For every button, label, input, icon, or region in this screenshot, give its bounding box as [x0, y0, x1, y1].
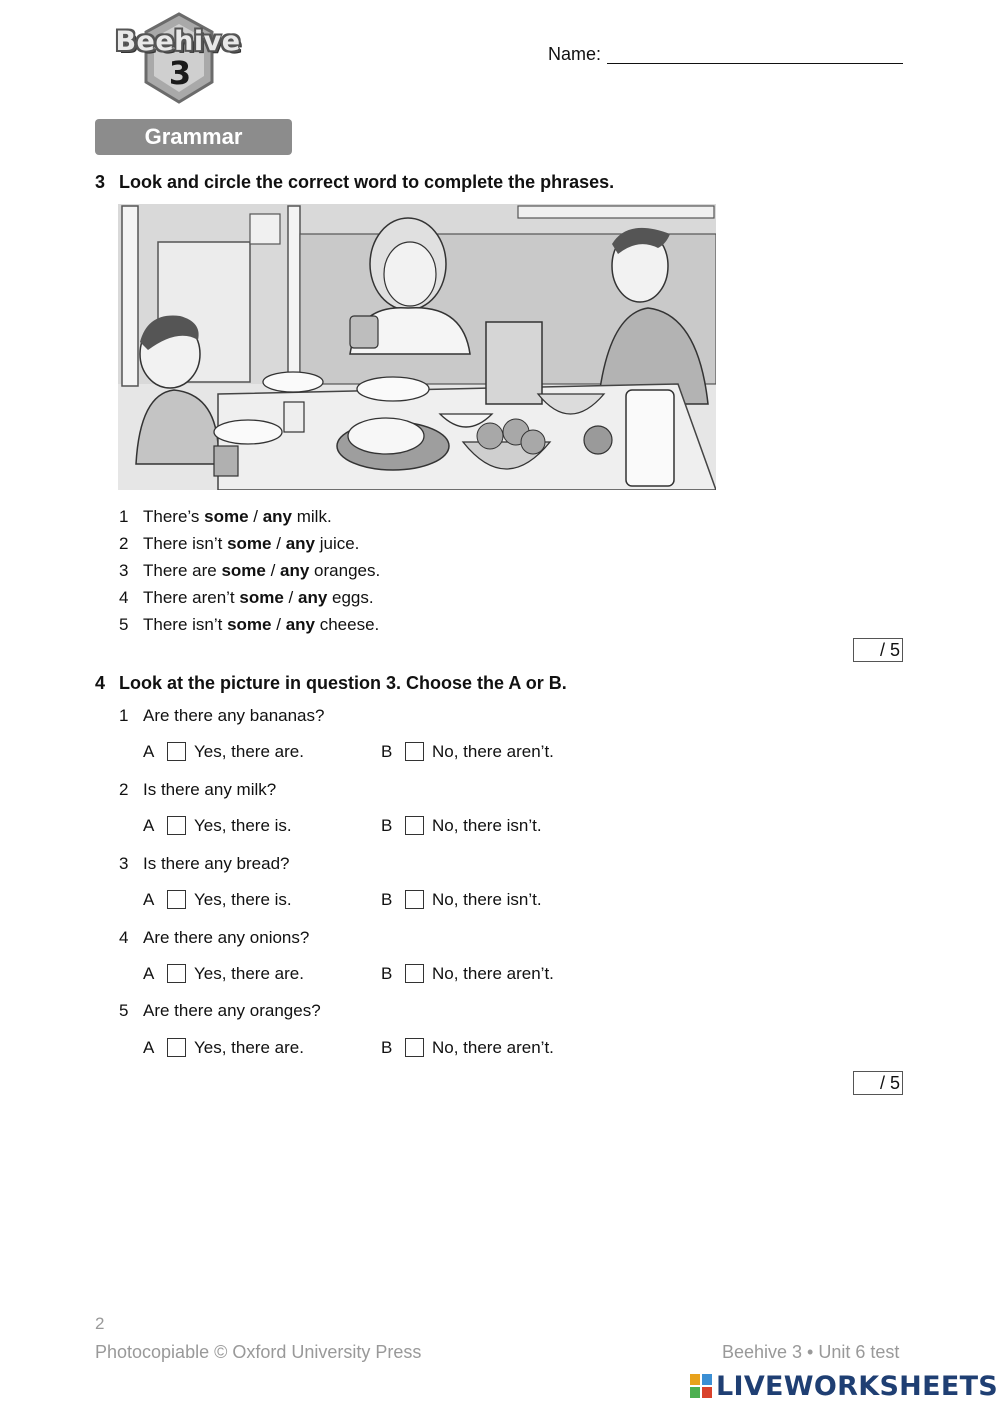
item-text-pre: There isn’t	[143, 615, 228, 634]
option-some[interactable]: some	[239, 588, 284, 607]
name-label: Name:	[548, 44, 602, 64]
option-some[interactable]: some	[204, 507, 249, 526]
item-text-post: milk.	[292, 507, 332, 526]
answer-checkbox[interactable]	[167, 890, 186, 909]
q4-1-option-a[interactable]	[143, 742, 304, 762]
q4-question-2	[119, 780, 276, 800]
item-text-post: cheese.	[314, 615, 380, 634]
option-letter: B	[381, 742, 393, 761]
option-letter: A	[143, 816, 155, 835]
option-text: No, there isn’t.	[432, 890, 542, 909]
liveworksheets-logo-icon	[690, 1374, 712, 1398]
item-number: 3	[119, 854, 129, 873]
item-text-pre: There’s	[143, 507, 205, 526]
q4-score-box: / 5	[853, 1071, 903, 1095]
option-text: No, there aren’t.	[432, 964, 554, 983]
option-any[interactable]: any	[285, 534, 315, 553]
option-some[interactable]: some	[221, 561, 266, 580]
option-separator: /	[248, 507, 263, 526]
q4-2-option-a[interactable]	[143, 816, 292, 836]
item-number: 1	[119, 706, 129, 725]
item-text-post: oranges.	[309, 561, 381, 580]
option-text: Yes, there is.	[194, 816, 292, 835]
option-some[interactable]: some	[227, 534, 272, 553]
answer-checkbox[interactable]	[405, 742, 424, 761]
q4-4-option-a[interactable]	[143, 964, 304, 984]
page-number: 2	[95, 1314, 105, 1333]
q3-number: 3	[95, 172, 106, 192]
option-any[interactable]: any	[280, 561, 310, 580]
q3-item-1	[119, 507, 332, 527]
option-letter: B	[381, 890, 393, 909]
item-number: 4	[119, 928, 129, 947]
q4-5-option-a[interactable]	[143, 1038, 304, 1058]
logo-level-number: 3	[168, 54, 192, 92]
q3-heading	[95, 172, 614, 193]
option-text: Yes, there are.	[194, 1038, 304, 1057]
answer-checkbox[interactable]	[405, 890, 424, 909]
q4-question-4	[119, 928, 309, 948]
q4-heading	[95, 673, 567, 694]
item-number: 2	[119, 534, 129, 553]
answer-checkbox[interactable]	[405, 1038, 424, 1057]
q4-4-option-b[interactable]	[381, 964, 554, 984]
q4-5-option-b[interactable]	[381, 1038, 554, 1058]
option-text: Yes, there is.	[194, 890, 292, 909]
answer-checkbox[interactable]	[167, 1038, 186, 1057]
item-text-pre: There aren’t	[143, 588, 240, 607]
item-text-pre: There isn’t	[143, 534, 228, 553]
option-any[interactable]: any	[297, 588, 328, 607]
question-text: Is there any bread?	[143, 854, 290, 873]
option-letter: A	[143, 964, 155, 983]
q4-question-5	[119, 1001, 321, 1021]
option-separator: /	[271, 615, 286, 634]
item-number: 5	[119, 1001, 129, 1020]
q3-item-3	[119, 561, 380, 581]
section-banner: Grammar	[95, 119, 292, 155]
answer-checkbox[interactable]	[167, 742, 186, 761]
option-text: No, there aren’t.	[432, 1038, 554, 1057]
q4-number: 4	[95, 673, 106, 693]
q4-2-option-b[interactable]	[381, 816, 542, 836]
option-letter: A	[143, 890, 155, 909]
q4-instruction: Look at the picture in question 3. Choose the A or B.	[119, 673, 567, 693]
item-number: 3	[119, 561, 129, 580]
answer-checkbox[interactable]	[405, 816, 424, 835]
kitchen-breakfast-illustration	[118, 204, 716, 490]
item-number: 5	[119, 615, 129, 634]
question-text: Are there any oranges?	[143, 1001, 321, 1020]
q3-item-5	[119, 615, 379, 635]
q4-3-option-b[interactable]	[381, 890, 542, 910]
option-letter: A	[143, 742, 155, 761]
option-text: Yes, there are.	[194, 742, 304, 761]
copyright-notice: Photocopiable © Oxford University Press	[95, 1342, 422, 1362]
option-letter: B	[381, 964, 393, 983]
question-text: Is there any milk?	[143, 780, 277, 799]
option-letter: A	[143, 1038, 155, 1057]
q4-1-option-b[interactable]	[381, 742, 554, 762]
option-text: Yes, there are.	[194, 964, 304, 983]
q4-question-3	[119, 854, 289, 874]
option-any[interactable]: any	[262, 507, 292, 526]
option-any[interactable]: any	[285, 615, 315, 634]
option-text: No, there isn’t.	[432, 816, 542, 835]
question-text: Are there any bananas?	[143, 706, 325, 725]
q4-3-option-a[interactable]	[143, 890, 292, 910]
option-letter: B	[381, 816, 393, 835]
question-text: Are there any onions?	[143, 928, 310, 947]
option-some[interactable]: some	[227, 615, 272, 634]
option-text: No, there aren’t.	[432, 742, 554, 761]
option-separator: /	[283, 588, 298, 607]
option-separator: /	[271, 534, 286, 553]
answer-checkbox[interactable]	[167, 964, 186, 983]
q3-instruction: Look and circle the correct word to complete the phrases.	[119, 172, 615, 192]
answer-checkbox[interactable]	[167, 816, 186, 835]
item-number: 4	[119, 588, 129, 607]
item-number: 2	[119, 780, 129, 799]
option-separator: /	[265, 561, 281, 580]
unit-label: Beehive 3 • Unit 6 test	[722, 1342, 900, 1362]
logo-wordmark: Beehive	[115, 26, 241, 57]
item-text-post: eggs.	[327, 588, 374, 607]
item-text-post: juice.	[314, 534, 360, 553]
q3-score-box: / 5	[853, 638, 903, 662]
q4-question-1	[119, 706, 324, 726]
q3-item-2	[119, 534, 359, 554]
item-text-pre: There are	[143, 561, 222, 580]
answer-checkbox[interactable]	[405, 964, 424, 983]
liveworksheets-watermark: LIVEWORKSHEETS	[716, 1371, 999, 1402]
option-letter: B	[381, 1038, 393, 1057]
q3-item-4	[119, 588, 374, 608]
item-number: 1	[119, 507, 129, 526]
name-input-line[interactable]	[607, 63, 903, 64]
